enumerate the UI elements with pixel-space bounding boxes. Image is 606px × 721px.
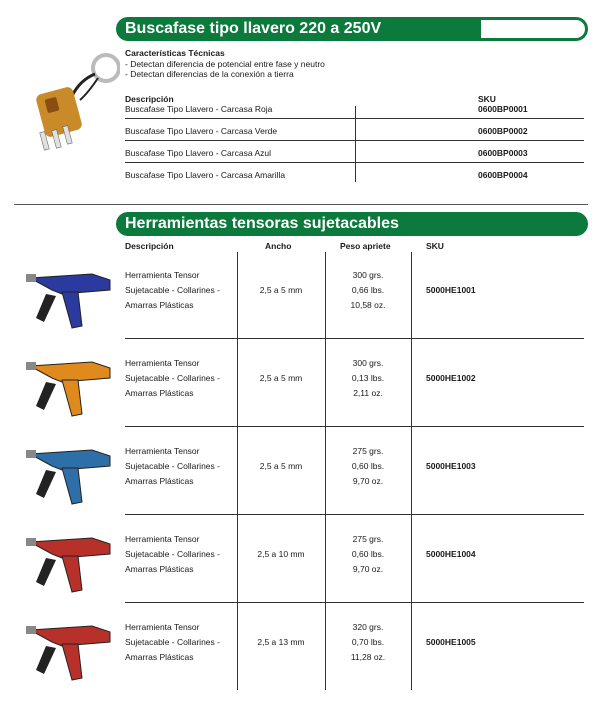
column-header-sku: SKU [426, 241, 444, 251]
table-cell-description: Herramienta Tensor [125, 446, 200, 456]
tester-body [35, 86, 83, 138]
table-cell-description: Herramienta Tensor [125, 534, 200, 544]
row-divider [125, 118, 584, 119]
table-cell-description: Buscafase Tipo Llavero - Carcasa Verde [125, 126, 278, 136]
section-title-text: Herramientas tensoras sujetacables [125, 215, 399, 232]
row-divider [125, 338, 584, 339]
section-title-text: Buscafase tipo llavero 220 a 250V [125, 20, 382, 37]
table-cell-weight: 0,60 lbs. [351, 461, 385, 471]
table-cell-description: Amarras Plásticas [125, 652, 194, 662]
table-cell-sku: 5000HE1005 [426, 637, 476, 647]
table-cell-description: Buscafase Tipo Llavero - Carcasa Amarilla [125, 170, 286, 180]
table-cell-description: Sujetacable - Collarines - [125, 373, 220, 383]
specs-title: Características Técnicas [125, 48, 225, 58]
table-cell-description: Herramienta Tensor [125, 622, 200, 632]
row-divider [125, 140, 584, 141]
table-cell-sku: 5000HE1001 [426, 285, 476, 295]
cable-tie-tool-image [22, 432, 117, 510]
table-cell-weight: 10,58 oz. [350, 300, 386, 310]
row-divider [125, 514, 584, 515]
table-cell-description: Sujetacable - Collarines - [125, 461, 220, 471]
column-divider [237, 252, 238, 690]
table-cell-description: Amarras Plásticas [125, 388, 194, 398]
section-divider [14, 204, 588, 205]
table-cell-weight: 0,13 lbs. [351, 373, 385, 383]
spec-item: - Detectan diferencia de potencial entre fase y neutro [125, 58, 325, 69]
table-cell-weight: 9,70 oz. [352, 564, 384, 574]
table-cell-weight: 275 grs. [352, 446, 384, 456]
table-cell-sku: 0600BP0004 [478, 170, 528, 180]
table-cell-description: Sujetacable - Collarines - [125, 285, 220, 295]
technical-specs [125, 48, 325, 80]
keyring [93, 55, 119, 81]
banner-blank-box [481, 20, 585, 38]
table-cell-sku: 0600BP0002 [478, 126, 528, 136]
cable-tie-tool-image [22, 520, 117, 598]
table-cell-sku: 0600BP0001 [478, 104, 528, 114]
column-header-weight: Peso apriete [340, 241, 391, 251]
table-cell-weight: 0,66 lbs. [351, 285, 385, 295]
table-cell-width: 2,5 a 5 mm [259, 285, 303, 295]
column-divider [411, 252, 412, 690]
table-cell-width: 2,5 a 5 mm [259, 373, 303, 383]
row-divider [125, 162, 584, 163]
table-cell-sku: 5000HE1004 [426, 549, 476, 559]
table-cell-sku: 5000HE1003 [426, 461, 476, 471]
table-cell-width: 2,5 a 13 mm [257, 637, 305, 647]
table-cell-width: 2,5 a 5 mm [259, 461, 303, 471]
table-cell-weight: 11,28 oz. [350, 652, 386, 662]
cable-tie-tool-image [22, 344, 117, 422]
column-header-width: Ancho [265, 241, 292, 251]
table-cell-description: Amarras Plásticas [125, 564, 194, 574]
table-cell-weight: 0,70 lbs. [351, 637, 385, 647]
table-cell-sku: 5000HE1002 [426, 373, 476, 383]
section-title-buscafase [116, 17, 588, 41]
table-cell-weight: 320 grs. [352, 622, 384, 632]
column-header-description: Descripción [125, 94, 174, 104]
table-cell-description: Herramienta Tensor [125, 270, 200, 280]
table-cell-description: Sujetacable - Collarines - [125, 637, 220, 647]
table-cell-description: Amarras Plásticas [125, 476, 194, 486]
keychain-tester-image [10, 48, 120, 163]
cable-tie-tool-image [22, 608, 117, 686]
table-cell-description: Buscafase Tipo Llavero - Carcasa Roja [125, 104, 273, 114]
table-cell-description: Amarras Plásticas [125, 300, 194, 310]
table-cell-weight: 9,70 oz. [352, 476, 384, 486]
table-cell-description: Herramienta Tensor [125, 358, 200, 368]
table-cell-sku: 0600BP0003 [478, 148, 528, 158]
table-cell-weight: 300 grs. [352, 358, 384, 368]
section-title-herramientas [116, 212, 588, 236]
table-cell-weight: 2,11 oz. [353, 388, 383, 398]
column-header-description: Descripción [125, 241, 174, 251]
table-cell-weight: 300 grs. [352, 270, 384, 280]
cable-tie-tool-image [22, 256, 117, 334]
spec-item: - Detectan diferencias de la conexión a tierra [125, 69, 294, 79]
row-divider [125, 426, 584, 427]
table-cell-weight: 0,60 lbs. [351, 549, 385, 559]
table-cell-width: 2,5 a 10 mm [257, 549, 305, 559]
row-divider [125, 602, 584, 603]
table-cell-description: Buscafase Tipo Llavero - Carcasa Azul [125, 148, 271, 158]
table-cell-description: Sujetacable - Collarines - [125, 549, 220, 559]
column-header-sku: SKU [478, 94, 496, 104]
table-cell-weight: 275 grs. [352, 534, 384, 544]
